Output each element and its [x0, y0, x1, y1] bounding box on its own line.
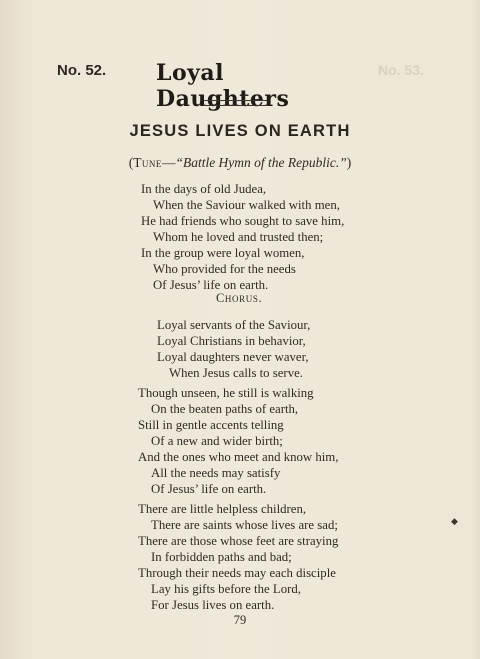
bleed-through-text: No. 53. — [378, 62, 424, 78]
tune-line — [0, 155, 480, 171]
tune-name: “Battle Hymn of the Republic.” — [175, 155, 347, 170]
verse-2-line-2: On the beaten paths of earth, — [151, 402, 299, 416]
verse-3-line-5: Through their needs may each disciple — [138, 566, 336, 580]
chorus-line-2: Loyal Christians in behavior, — [157, 334, 306, 348]
verse-1-line-1: In the days of old Judea, — [141, 182, 267, 196]
verse-3-line-2: There are saints whose lives are sad; — [151, 518, 338, 532]
verse-3-line-7: For Jesus lives on earth. — [151, 598, 275, 612]
hymn-number: No. 52. — [57, 62, 107, 79]
verse-1-line-3: He had friends who sought to save him, — [141, 214, 345, 228]
verse-1-line-4: Whom he loved and trusted then; — [153, 230, 324, 244]
chorus-heading: Chorus. — [216, 291, 263, 305]
verse-2-line-7: Of Jesus’ life on earth. — [151, 482, 267, 496]
verse-2-line-6: All the needs may satisfy — [151, 466, 281, 480]
chorus-line-4: When Jesus calls to serve. — [169, 366, 303, 380]
song-title: JESUS LIVES ON EARTH — [129, 122, 351, 140]
verse-1-line-2: When the Saviour walked with men, — [153, 198, 340, 212]
verse-3-line-4: In forbidden paths and bad; — [151, 550, 292, 564]
tune-close-paren: ) — [346, 155, 352, 170]
verse-1-line-5: In the group were loyal women, — [141, 246, 305, 260]
verse-3-line-3: There are those whose feet are straying — [138, 534, 339, 548]
verse-2-line-4: Of a new and wider birth; — [151, 434, 283, 448]
tune-label: Tune — [133, 155, 162, 170]
book-title: Loyal Daughters — [156, 60, 290, 112]
chorus-line-3: Loyal daughters never waver, — [157, 350, 309, 364]
verse-3-line-6: Lay his gifts before the Lord, — [151, 582, 301, 596]
verse-1-line-7: Of Jesus’ life on earth. — [153, 278, 269, 292]
title-rule — [203, 100, 268, 106]
page-number: 79 — [233, 613, 247, 627]
tune-dash: — — [161, 155, 176, 170]
chorus-line-1: Loyal servants of the Saviour, — [157, 318, 311, 332]
verse-2-line-5: And the ones who meet and know him, — [138, 450, 339, 464]
margin-mark-icon: ◆ — [451, 516, 458, 526]
tune-open-paren: ( — [128, 155, 134, 170]
verse-3-line-1: There are little helpless children, — [138, 502, 307, 516]
verse-2-line-3: Still in gentle accents telling — [138, 418, 284, 432]
verse-1-line-6: Who provided for the needs — [153, 262, 296, 276]
verse-2-line-1: Though unseen, he still is walking — [138, 386, 314, 400]
